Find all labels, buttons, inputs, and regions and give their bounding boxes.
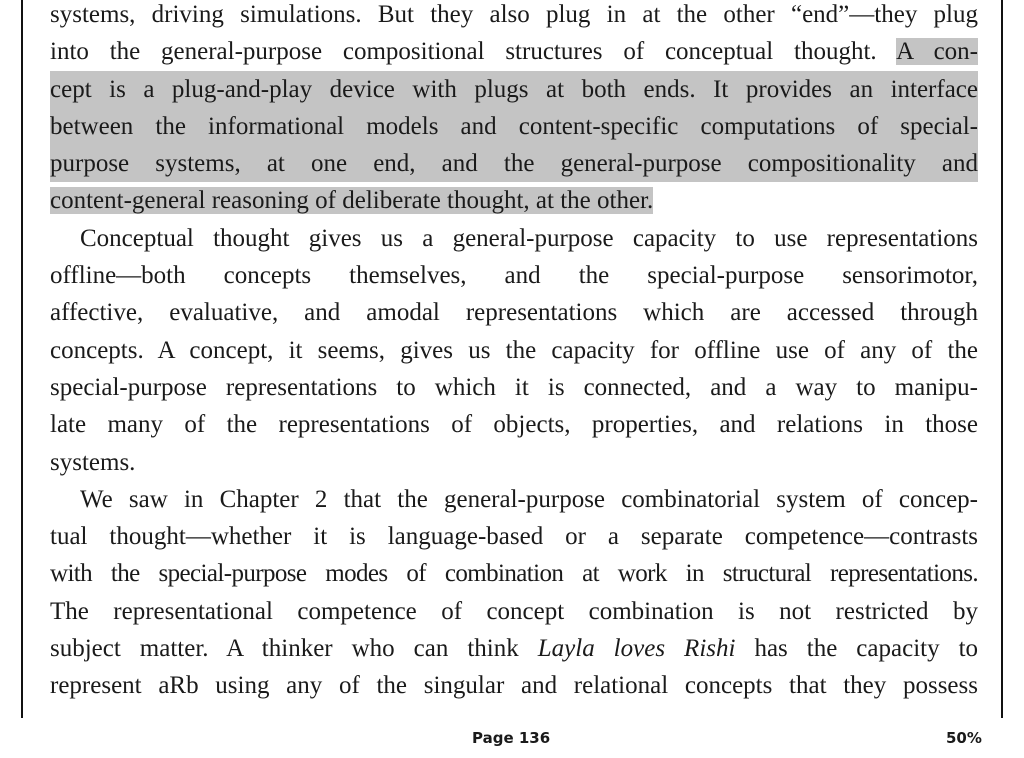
highlighted-text[interactable]: A con-: [896, 38, 978, 66]
text-line: [50, 33, 978, 70]
highlighted-text[interactable]: purpose systems, at one end, and the general-purpose compositionality and: [50, 145, 978, 182]
text-line: The representational competence of concept combination is not restricted by: [50, 597, 978, 625]
page-body: [50, 1, 979, 705]
reading-progress: 50%: [946, 729, 982, 747]
reader-footer: [0, 729, 1024, 751]
italic-text: Layla loves Rishi: [537, 635, 736, 663]
text-line: [50, 182, 978, 219]
text-line: represent aRb using any of the singular and relational concepts that they possess: [50, 672, 978, 700]
text-line: systems.: [50, 448, 136, 476]
text-line: systems, driving simulations. But they also plug in at the other “end”—they plug: [50, 1, 978, 28]
text-line: tual thought—whether it is language-based or a separate competence—contrasts: [50, 523, 978, 551]
text-line: offline—both concepts themselves, and the special-purpose sensorimotor,: [50, 262, 978, 290]
paragraph-first-line: Conceptual thought gives us a general-purpose capacity to use representations: [80, 224, 978, 252]
highlighted-text[interactable]: cept is a plug-and-play device with plugs at both ends. It provides an interface: [50, 71, 978, 108]
page-right-border: [1001, 0, 1003, 718]
highlighted-text[interactable]: between the informational models and content-specific computations of special-: [50, 108, 978, 145]
text-segment: subject matter. A thinker who can think: [50, 635, 519, 663]
paragraph-first-line: We saw in Chapter 2 that the general-purpose combinatorial system of concep-: [80, 485, 978, 513]
text-line: special-purpose representations to which it is connected, and a way to manipu-: [50, 373, 978, 401]
text-segment: into the general-purpose compositional structures of conceptual thought.: [50, 38, 877, 66]
page-number: Page 136: [472, 729, 551, 747]
page-left-border: [21, 0, 23, 718]
text-line: [50, 630, 978, 667]
text-line: concepts. A concept, it seems, gives us the capacity for offline use of any of the: [50, 336, 978, 364]
highlighted-text[interactable]: content-general reasoning of deliberate thought, at the other.: [50, 187, 654, 215]
text-line: with the special-purpose modes of combination at work in structural representations.: [50, 560, 978, 588]
text-segment: has the capacity to: [754, 635, 979, 663]
text-line: late many of the representations of objects, properties, and relations in those: [50, 411, 978, 439]
text-line: affective, evaluative, and amodal representations which are accessed through: [50, 299, 978, 327]
